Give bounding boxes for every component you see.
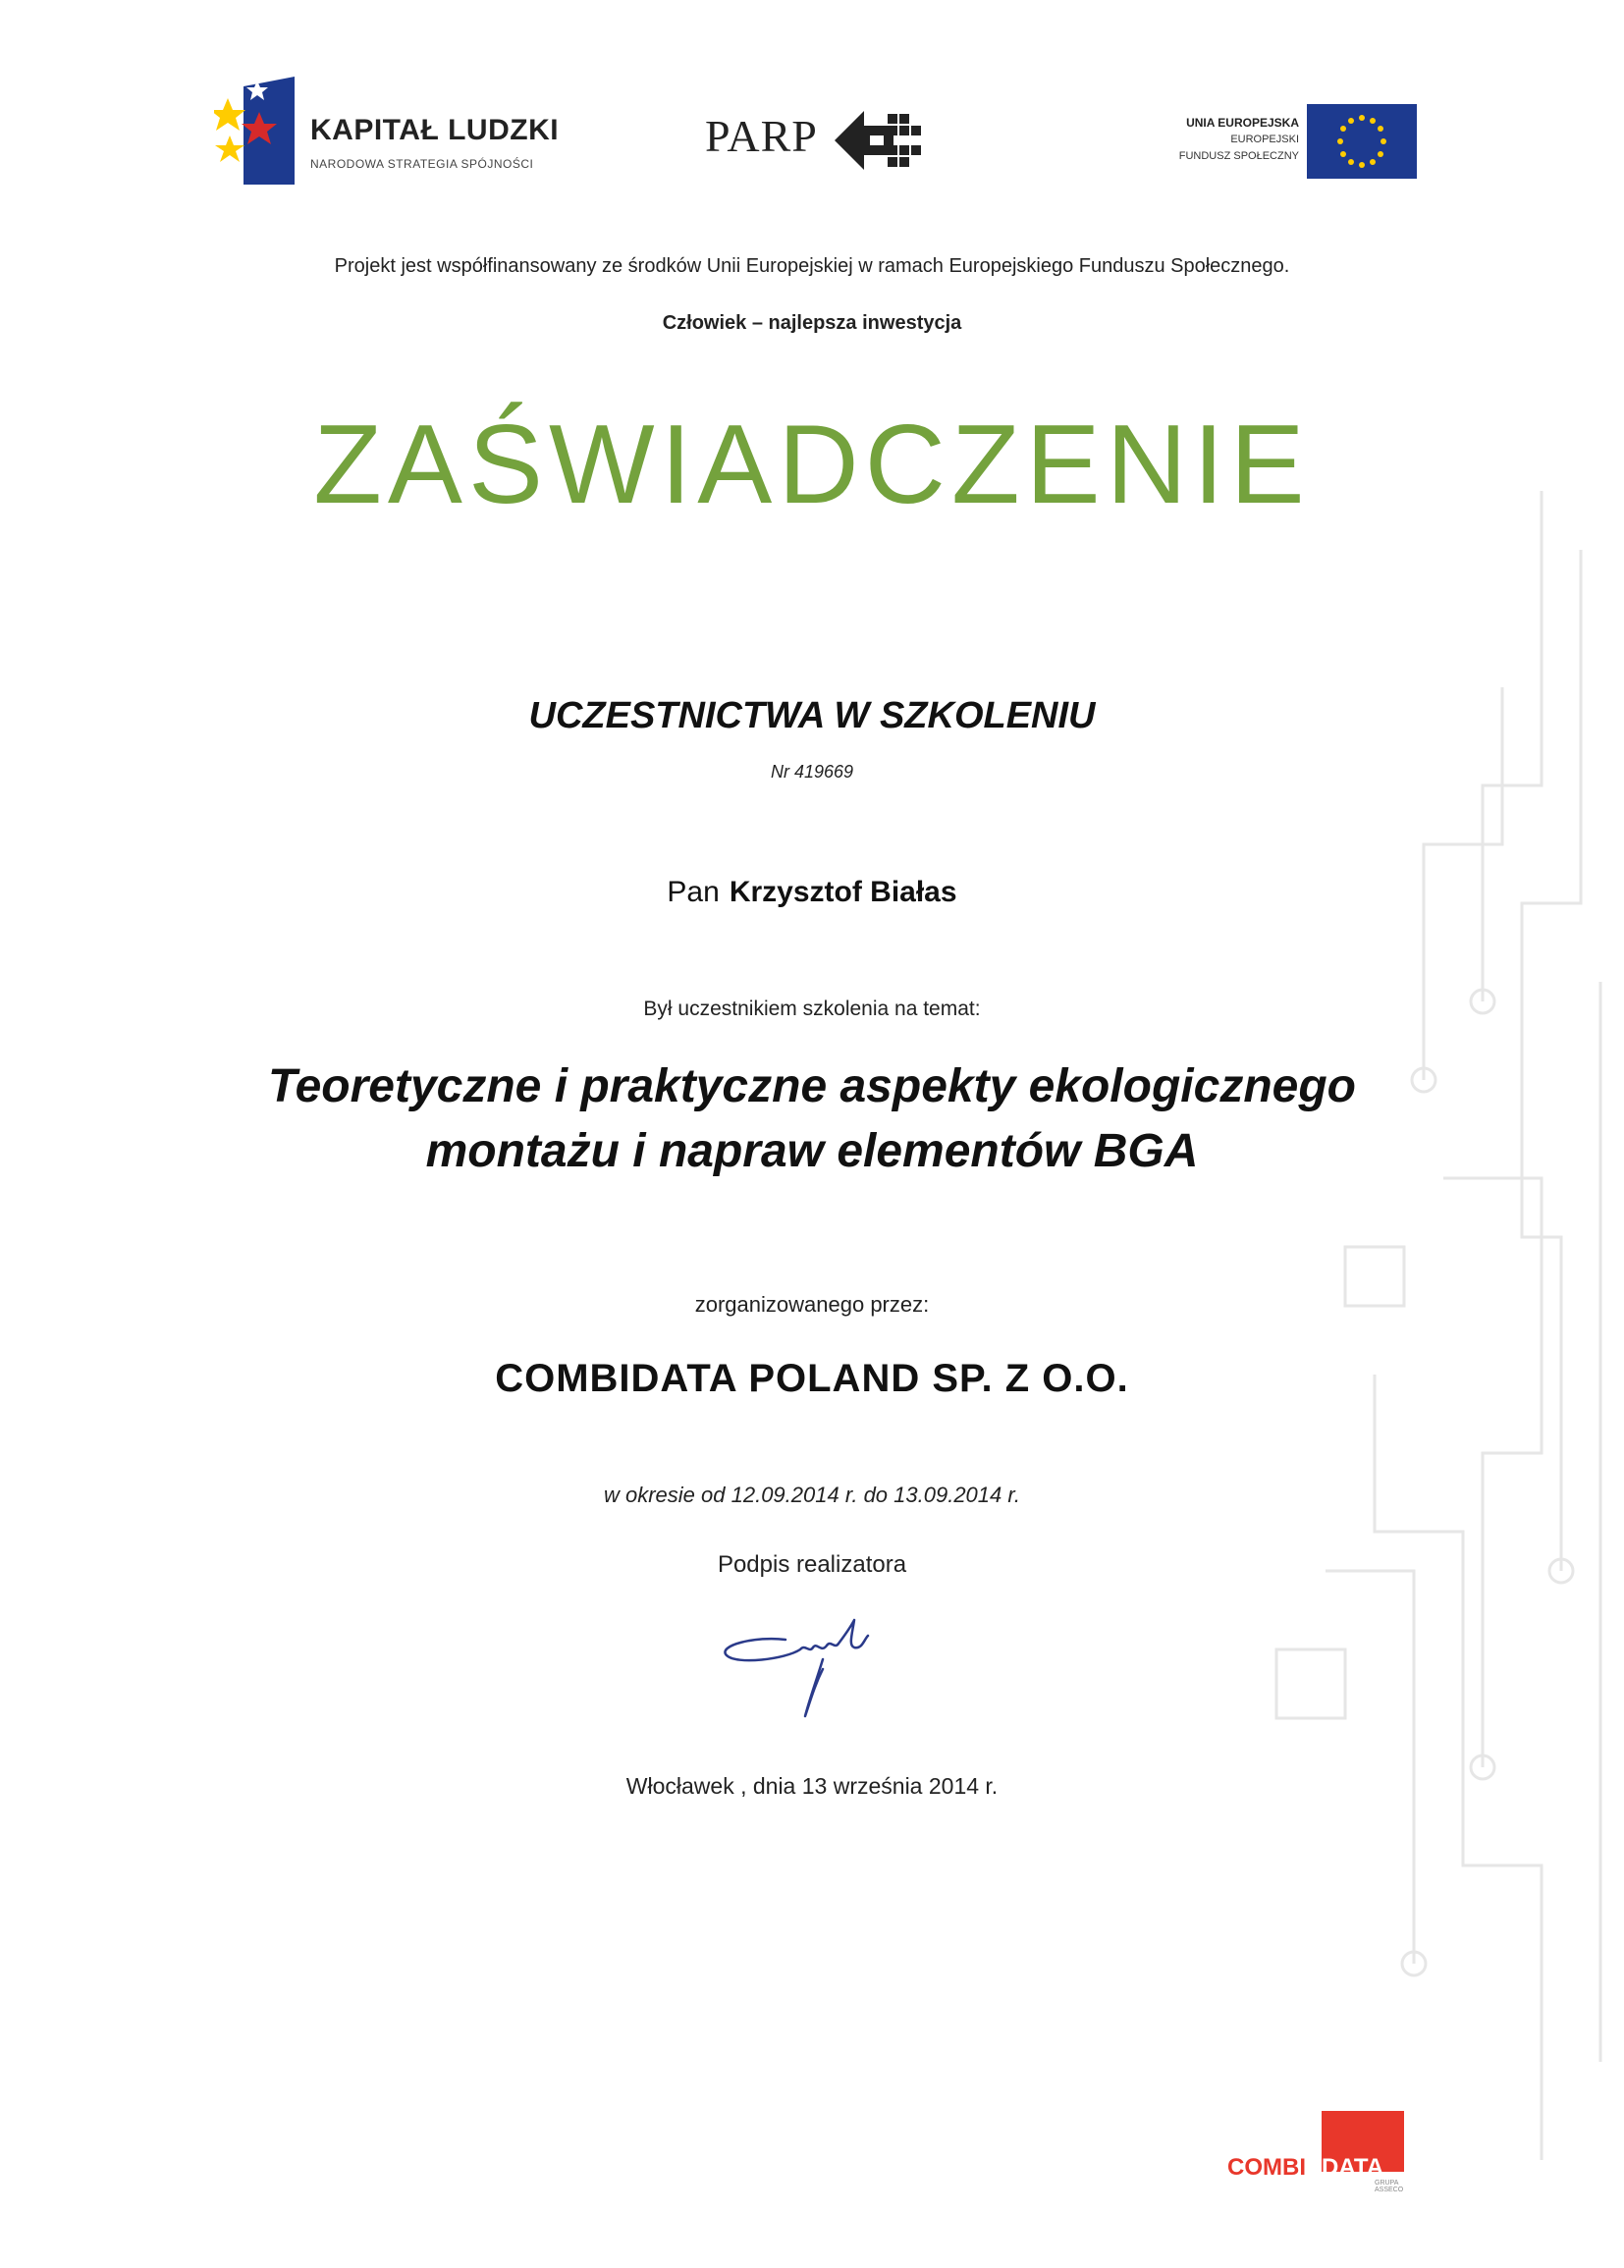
kapital-ludzki-subtitle: NARODOWA STRATEGIA SPÓJNOŚCI — [310, 157, 534, 171]
training-topic — [0, 1054, 1624, 1184]
combidata-logo-data: DATA — [1322, 2154, 1384, 2181]
parp-arrow-icon — [835, 106, 923, 175]
participant-name: Krzysztof Białas — [729, 876, 957, 908]
training-period: w okresie od 12.09.2014 r. do 13.09.2014 r. — [604, 1483, 1020, 1507]
place-and-date: Włocławek , dnia 13 września 2014 r. — [625, 1773, 999, 1799]
eu-line-3: FUNDUSZ SPOŁECZNY — [1178, 150, 1299, 162]
kapital-ludzki-title: KAPITAŁ LUDZKI — [310, 114, 560, 146]
kapital-ludzki-emblem-icon — [214, 77, 302, 185]
eu-line-1: UNIA EUROPEJSKA — [1186, 116, 1299, 130]
combidata-logo — [1227, 2111, 1404, 2193]
kapital-ludzki-logo — [214, 77, 587, 194]
participant-line — [0, 876, 1624, 909]
circuit-watermark — [1129, 491, 1620, 2160]
combidata-logo-sub: GRUPA ASSECO — [1375, 2180, 1404, 2193]
participant-salutation: Pan — [667, 876, 720, 908]
motto: Człowiek – najlepsza inwestycja — [662, 312, 962, 334]
parp-logo — [705, 106, 941, 185]
combidata-logo-combi: COMBI — [1227, 2154, 1306, 2181]
signature-label: Podpis realizatora — [717, 1551, 907, 1578]
organizer-label: zorganizowanego przez: — [694, 1292, 930, 1317]
organizer-name: COMBIDATA POLAND SP. Z O.O. — [495, 1357, 1129, 1400]
training-topic-line-2: montażu i napraw elementów BGA — [425, 1125, 1199, 1177]
handwritten-signature — [707, 1610, 903, 1718]
eu-line-2: EUROPEJSKI — [1230, 134, 1299, 145]
certificate-number: Nr 419669 — [770, 762, 854, 782]
training-intro: Był uczestnikiem szkolenia na temat: — [643, 998, 981, 1020]
training-topic-line-1: Teoretyczne i praktyczne aspekty ekologicznego — [268, 1060, 1356, 1112]
eu-logo — [1098, 102, 1417, 181]
eu-flag-icon — [1307, 104, 1417, 179]
funding-statement: Projekt jest współfinansowany ze środków Unii Europejskiej w ramach Europejskiego Funduszu Społecznego. — [334, 255, 1290, 277]
parp-text: PARP — [705, 111, 818, 161]
certificate-subtitle: UCZESTNICTWA W SZKOLENIU — [528, 695, 1096, 736]
certificate-title: ZAŚWIADCZENIE — [313, 403, 1311, 527]
